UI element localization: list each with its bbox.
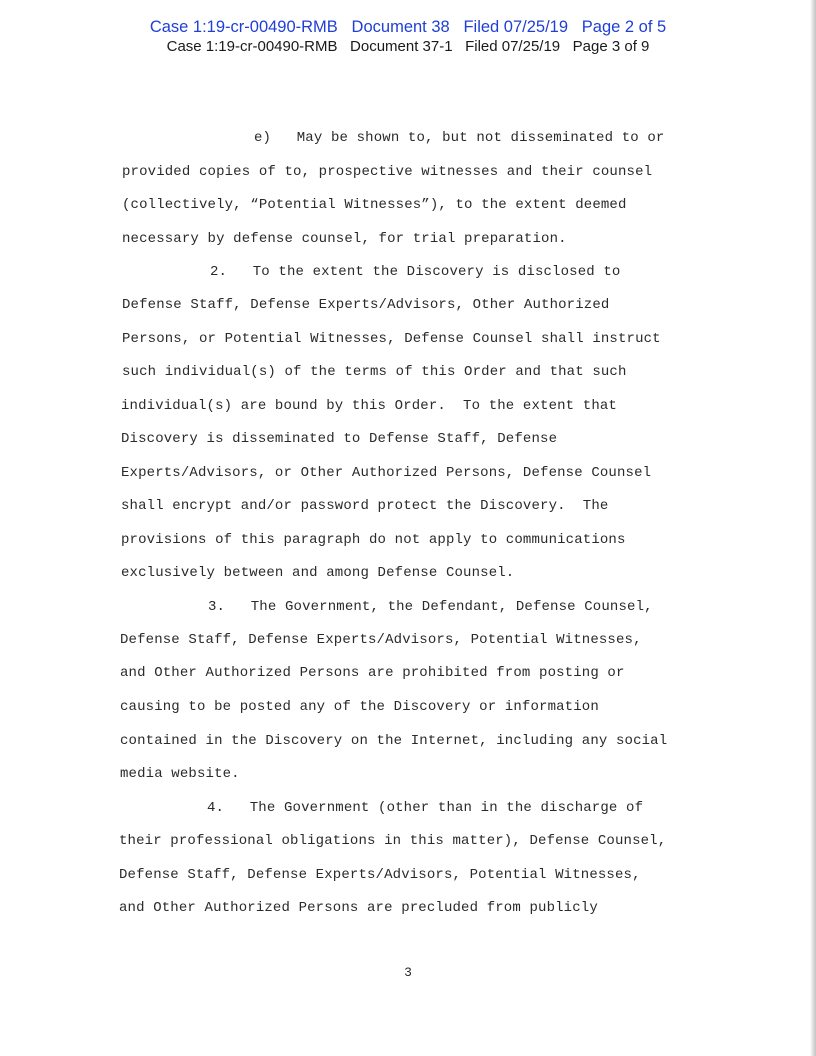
text-line: Experts/Advisors, or Other Authorized Persons, Defense Counsel [121, 465, 652, 481]
text-line: Defense Staff, Defense Experts/Advisors, Potential Witnesses, [120, 632, 642, 648]
text-line: Persons, or Potential Witnesses, Defense Counsel shall instruct [122, 331, 661, 347]
page-number: 3 [404, 965, 412, 980]
text-line: media website. [120, 766, 240, 782]
text-line: e) May be shown to, but not disseminated to or [254, 130, 665, 146]
text-line: shall encrypt and/or password protect the Discovery. The [121, 498, 609, 514]
text-line: exclusively between and among Defense Counsel. [121, 565, 515, 581]
text-line: Discovery is disseminated to Defense Staff, Defense [121, 431, 558, 447]
text-line: contained in the Discovery on the Internet, including any social [120, 733, 668, 749]
text-line: 4. The Government (other than in the discharge of [207, 800, 644, 816]
original-filing-stamp: Case 1:19-cr-00490-RMB Document 37-1 Filed 07/25/19 Page 3 of 9 [166, 38, 650, 55]
text-line: causing to be posted any of the Discovery or information [120, 699, 599, 715]
text-line: and Other Authorized Persons are prohibited from posting or [120, 665, 625, 681]
text-line: and Other Authorized Persons are precluded from publicly [119, 900, 598, 916]
text-line: provided copies of to, prospective witnesses and their counsel [122, 164, 653, 180]
text-line: Defense Staff, Defense Experts/Advisors, Potential Witnesses, [119, 867, 641, 883]
text-line: provisions of this paragraph do not apply to communications [121, 532, 626, 548]
text-line: 3. The Government, the Defendant, Defense Counsel, [208, 599, 653, 615]
text-line: 2. To the extent the Discovery is disclosed to [210, 264, 621, 280]
ecf-filing-stamp: Case 1:19-cr-00490-RMB Document 38 Filed 07/25/19 Page 2 of 5 [149, 18, 667, 36]
text-line: their professional obligations in this matter), Defense Counsel, [119, 833, 667, 849]
scan-edge-shadow [810, 0, 816, 1056]
text-line: individual(s) are bound by this Order. To the extent that [121, 398, 617, 414]
text-line: such individual(s) of the terms of this Order and that such [122, 364, 627, 380]
text-line: Defense Staff, Defense Experts/Advisors, Other Authorized [122, 297, 610, 313]
text-line: (collectively, “Potential Witnesses”), to the extent deemed [122, 197, 627, 213]
text-line: necessary by defense counsel, for trial preparation. [122, 231, 567, 247]
